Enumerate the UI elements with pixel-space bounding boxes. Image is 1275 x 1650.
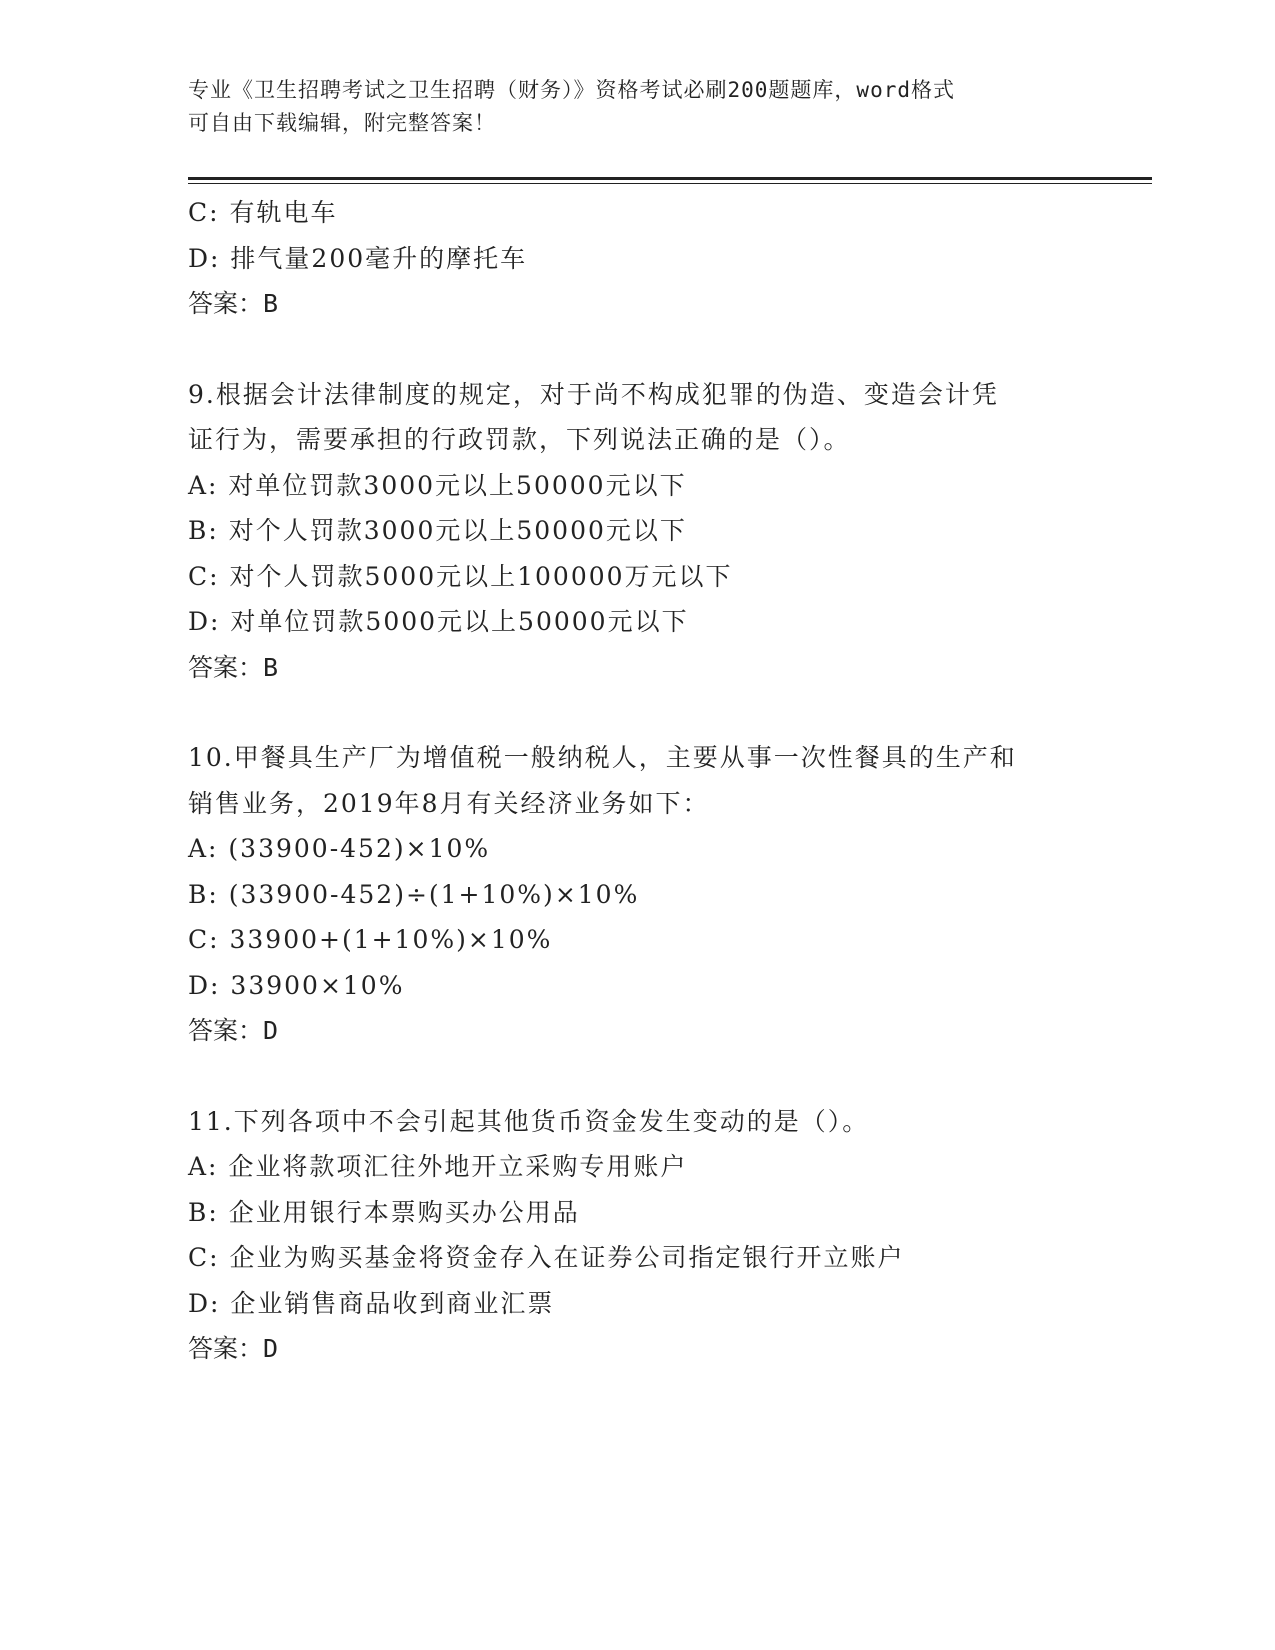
header-line-2: 可自由下载编辑，附完整答案！ <box>188 111 496 135</box>
question-list <box>188 190 1088 1372</box>
option-a: A: (33900-452)×10% <box>188 834 491 863</box>
option-c: C: 有轨电车 <box>188 198 338 227</box>
header-line-1: 专业《卫生招聘考试之卫生招聘（财务）》资格考试必刷200题题库，word格式 <box>188 78 955 102</box>
question-10 <box>188 735 1088 1054</box>
answer-line: 答案：D <box>188 1334 279 1363</box>
option-b: B: 企业用银行本票购买办公用品 <box>188 1197 580 1227</box>
question-stem-line: 9.根据会计法律制度的规定，对于尚不构成犯罪的伪造、变造会计凭 <box>188 379 999 409</box>
option-a: A: 企业将款项汇往外地开立采购专用账户 <box>188 1152 688 1181</box>
header-divider-thick <box>188 177 1152 180</box>
option-c: C: 对个人罚款5000元以上100000万元以下 <box>188 561 733 591</box>
answer-line: 答案：B <box>188 289 279 318</box>
document-header <box>188 74 1088 140</box>
question-8-continued <box>188 190 1088 327</box>
option-b: B: 对个人罚款3000元以上50000元以下 <box>188 516 687 545</box>
question-stem-line: 10.甲餐具生产厂为增值税一般纳税人，主要从事一次性餐具的生产和 <box>188 743 1017 772</box>
option-b: B: (33900-452)÷(1+10%)×10% <box>188 879 640 909</box>
question-9 <box>188 372 1088 691</box>
option-d: D: 对单位罚款5000元以上50000元以下 <box>188 607 689 636</box>
option-a: A: 对单位罚款3000元以上50000元以下 <box>188 470 687 500</box>
question-stem-line: 销售业务，2019年8月有关经济业务如下： <box>188 788 710 818</box>
option-c: C: 企业为购买基金将资金存入在证券公司指定银行开立账户 <box>188 1243 905 1272</box>
question-stem-line: 11.下列各项中不会引起其他货币资金发生变动的是（）。 <box>188 1106 870 1136</box>
question-11 <box>188 1099 1088 1372</box>
header-divider-thin <box>188 183 1152 184</box>
option-d: D: 33900×10% <box>188 970 405 1000</box>
answer-line: 答案：B <box>188 652 279 682</box>
option-c: C: 33900+(1+10%)×10% <box>188 925 553 954</box>
question-stem-line: 证行为，需要承担的行政罚款，下列说法正确的是（）。 <box>188 425 851 454</box>
answer-line: 答案：D <box>188 1016 279 1045</box>
option-d: D: 企业销售商品收到商业汇票 <box>188 1288 555 1318</box>
option-d: D: 排气量200毫升的摩托车 <box>188 243 528 273</box>
